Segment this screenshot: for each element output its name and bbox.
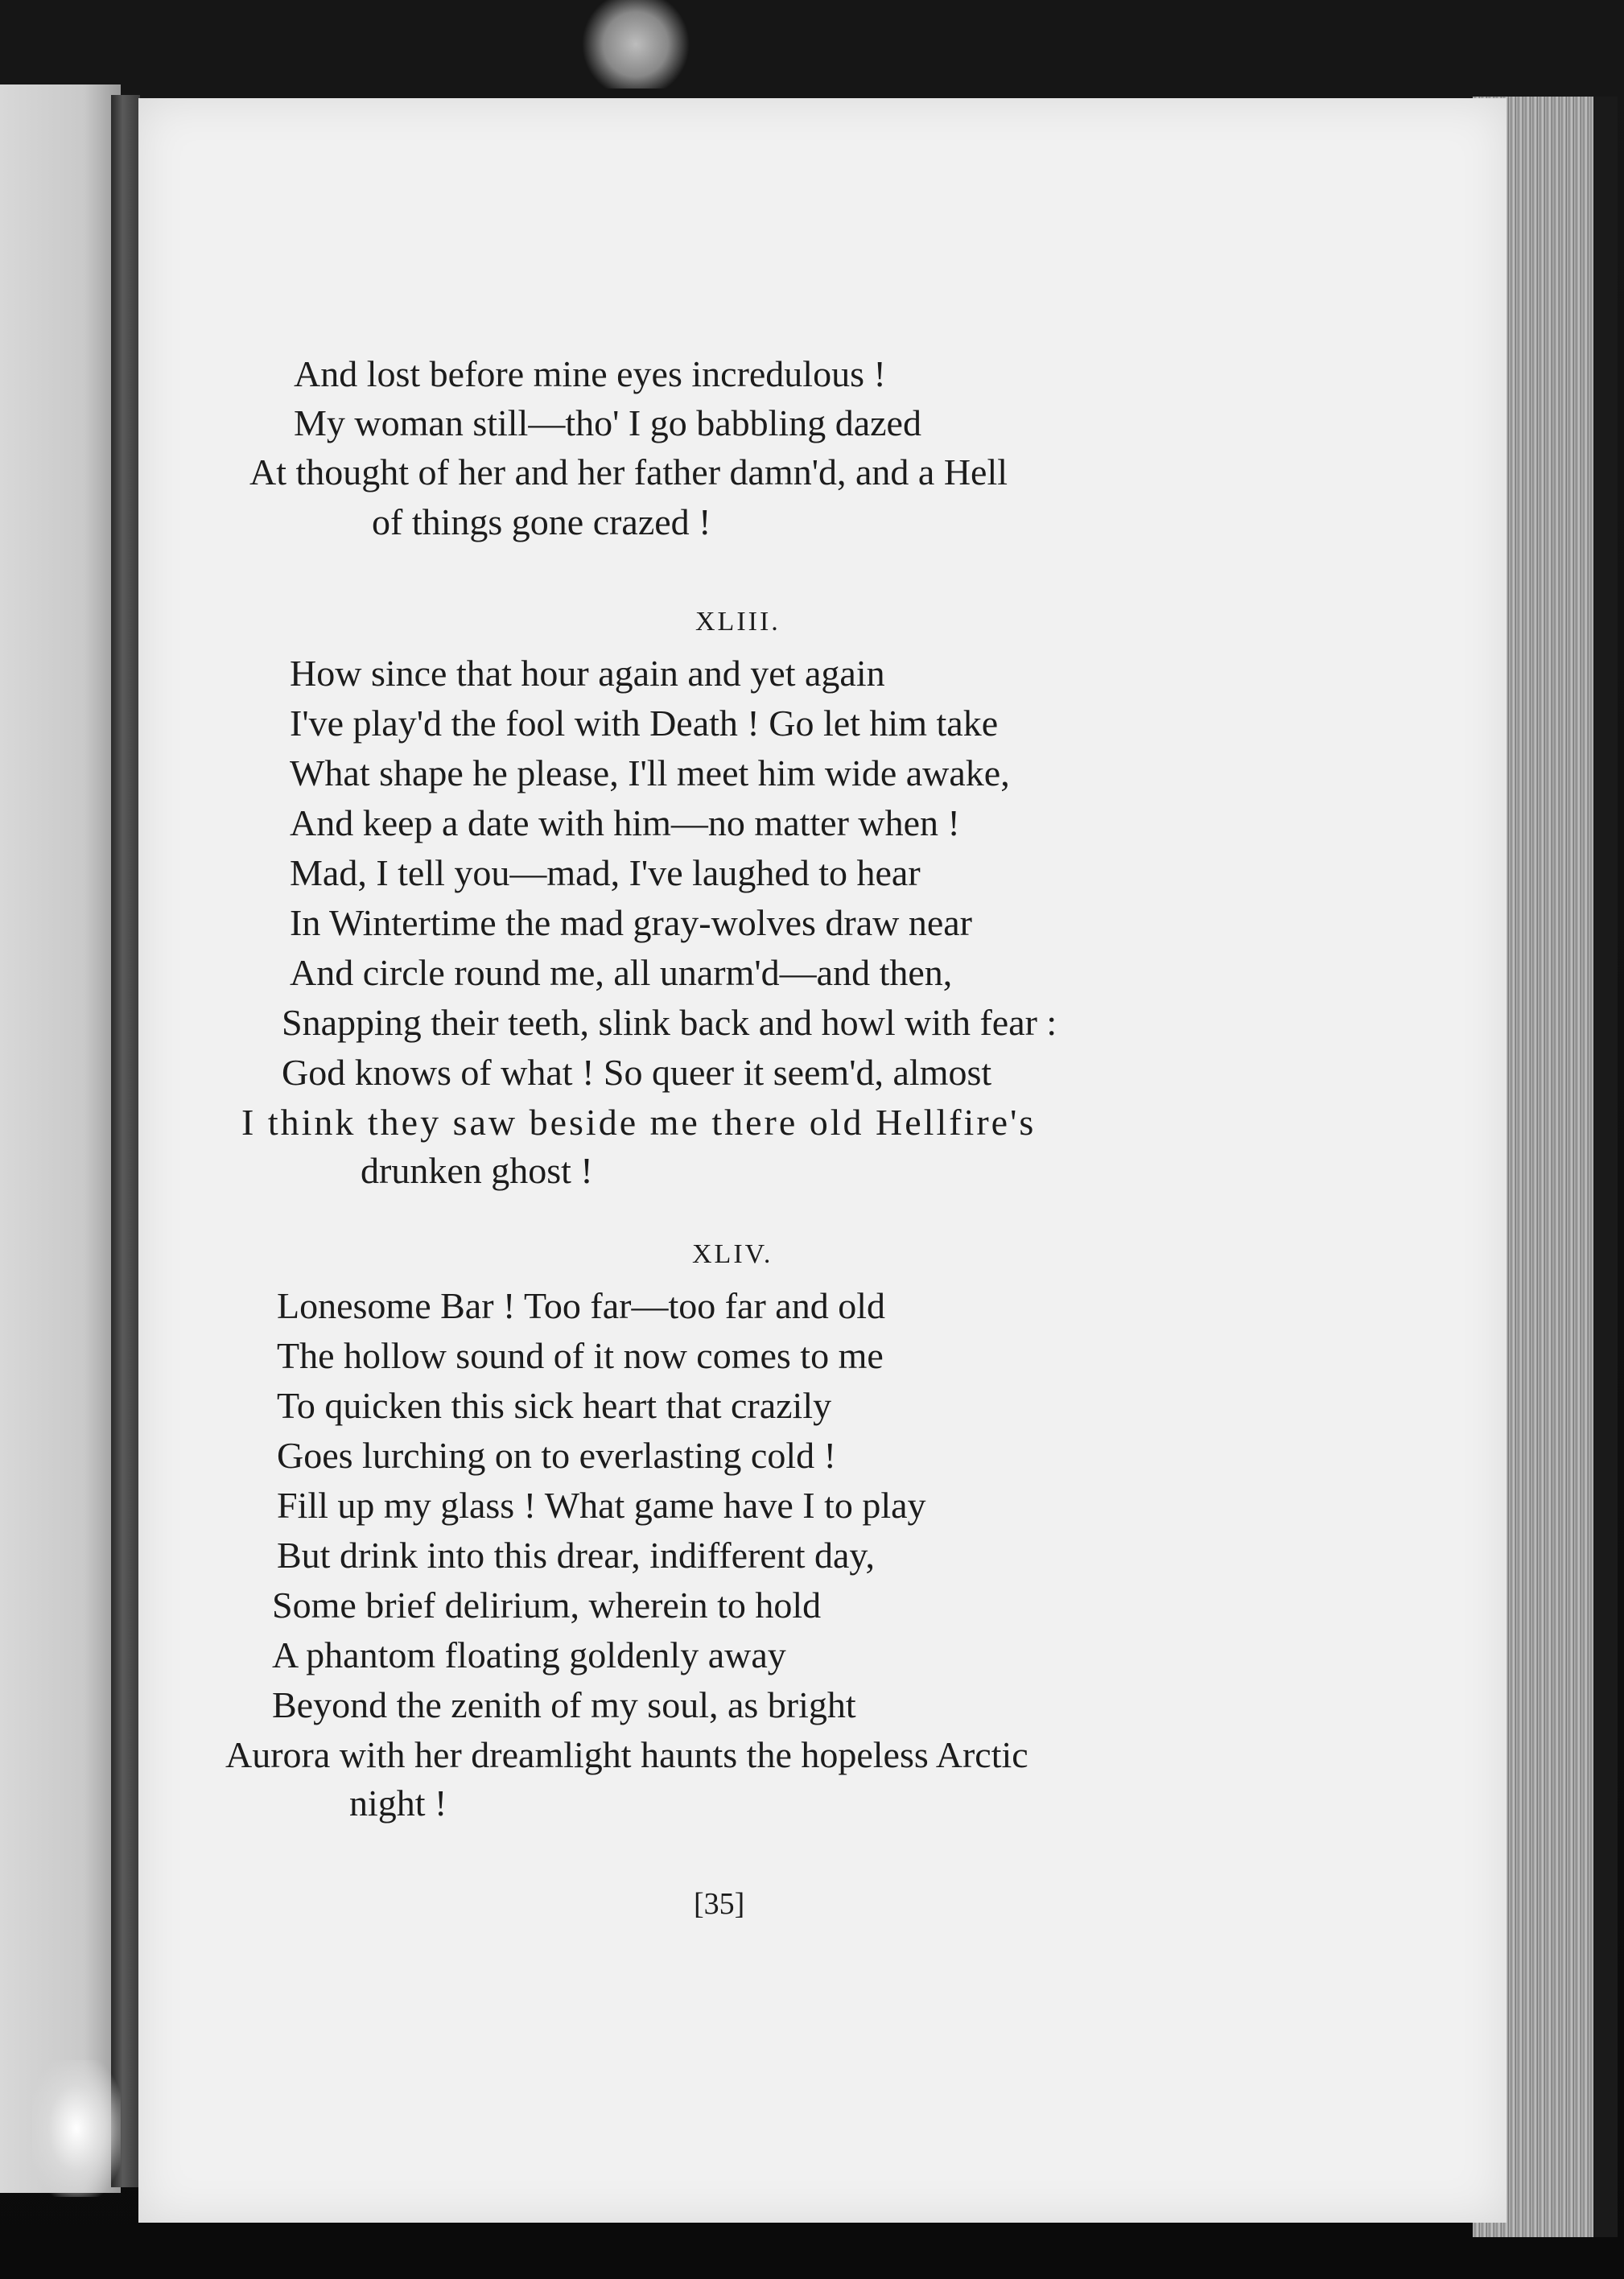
verse-line: My woman still—tho' I go babbling dazed — [294, 402, 921, 443]
verse-line-turnover: night ! — [349, 1782, 447, 1824]
verse-line: And circle round me, all unarm'd—and then, — [290, 952, 953, 993]
corner-stain — [32, 2060, 121, 2197]
verse-line: A phantom floating goldenly away — [272, 1634, 786, 1675]
verse-line: But drink into this drear, indifferent day, — [277, 1535, 875, 1576]
stanza-heading: XLIV. — [692, 1239, 773, 1269]
verse-line: To quicken this sick heart that crazily — [277, 1385, 832, 1426]
verse-line: At thought of her and her father damn'd, and a Hell — [249, 451, 1008, 492]
verse-line: Snapping their teeth, slink back and howl with fear : — [282, 1002, 1057, 1043]
verse-line: Fill up my glass ! What game have I to play — [277, 1485, 926, 1526]
verse-line: God knows of what ! So queer it seem'd, almost — [282, 1052, 992, 1093]
verse-line: Beyond the zenith of my soul, as bright — [272, 1684, 856, 1725]
verse-line: What shape he please, I'll meet him wide awake, — [290, 752, 1010, 793]
verse-line-turnover: drunken ghost ! — [361, 1150, 593, 1191]
verse-line: I've play'd the fool with Death ! Go let him take — [290, 703, 999, 744]
verse-line: I think they saw beside me there old Hellfire's — [241, 1102, 1037, 1143]
stanza-heading: XLIII. — [695, 607, 781, 637]
verse-line: Mad, I tell you—mad, I've laughed to hear — [290, 852, 921, 893]
page-number: [35] — [694, 1887, 745, 1921]
verse-line: How since that hour again and yet again — [290, 653, 885, 694]
facing-page-edge — [0, 84, 121, 2193]
top-smudge — [579, 0, 692, 89]
verse-line: The hollow sound of it now comes to me — [277, 1335, 884, 1376]
verse-line: Aurora with her dreamlight haunts the hopeless Arctic — [225, 1734, 1028, 1775]
binding-gutter — [111, 95, 140, 2187]
verse-line: And lost before mine eyes incredulous ! — [294, 353, 886, 394]
verse-line: Lonesome Bar ! Too far—too far and old — [277, 1285, 885, 1326]
verse-line: Goes lurching on to everlasting cold ! — [277, 1435, 836, 1476]
book-page — [138, 98, 1507, 2223]
verse-line: Some brief delirium, wherein to hold — [272, 1585, 822, 1626]
verse-line-turnover: of things gone crazed ! — [372, 501, 711, 542]
verse-line: In Wintertime the mad gray-wolves draw near — [290, 902, 972, 943]
verse-line: And keep a date with him—no matter when ! — [290, 802, 960, 843]
